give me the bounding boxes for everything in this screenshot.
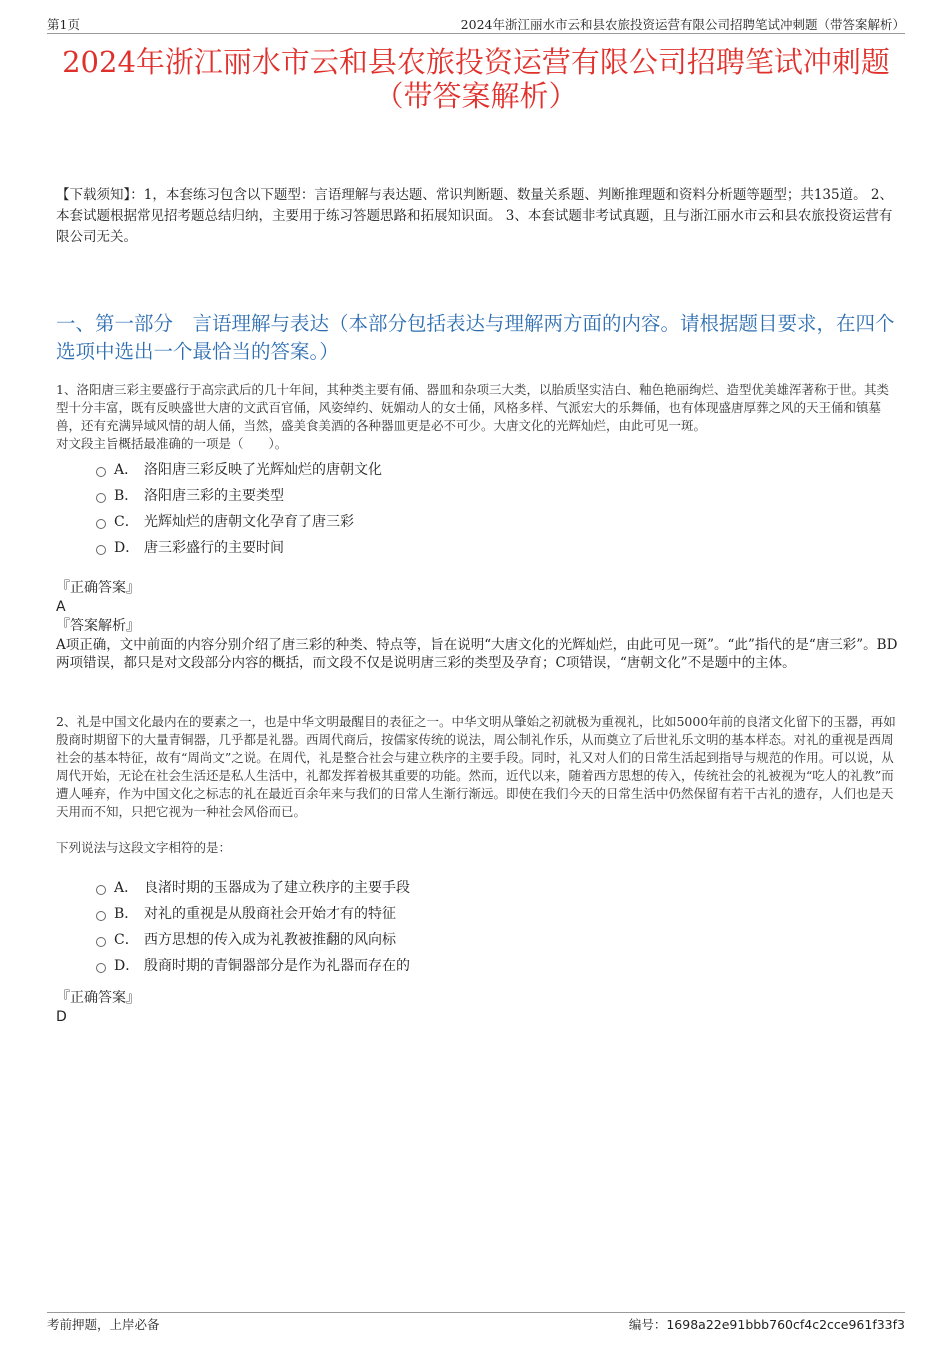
option-letter: A． xyxy=(114,880,139,896)
option-list xyxy=(56,875,898,979)
question-stem: 2、礼是中国文化最内在的要素之一，也是中华文明最醒目的表征之一。中华文明从肇始之初就极为重视礼，比如5000年前的良渚文化留下的玉器，再如殷商时期留下的大量青铜器，几乎都是礼器。西周代商后，按儒家传统的说法，周公制礼作乐，从而奠立了后世礼乐文明的基本样态。对礼的重视是西周社会的基本特征，故有“周尚文”之说。在周代，礼是整合社会与建立秩序的主要手段。同时，礼又对人们的日常生活起到指导与规范的作用。可以说，从周代开始，无论在社会生活还是私人生活中，礼都发挥着极其重要的功能。然而，近代以来，随着西方思想的传入，传统社会的礼被视为“吃人的礼教”而遭人唾弃，作为中国文化之标志的礼在最近百余年来与我们的日常人生渐行渐远。即使在我们今天的日常生活中仍然保留有若干古礼的遗存，人们也是天天用而不知，只把它视为一种社会风俗而已。 xyxy=(56,714,896,819)
radio-icon[interactable] xyxy=(96,467,106,477)
document-title: 2024年浙江丽水市云和县农旅投资运营有限公司招聘笔试冲刺题（带答案解析） xyxy=(62,45,890,113)
analysis-text: A项正确，文中前面的内容分别介绍了唐三彩的种类、特点等，旨在说明“大唐文化的光辉灿烂，由此可见一斑”。“此”指代的是“唐三彩”。BD两项错误，都只是对文段部分内容的概括，而文段不仅是说明唐三彩的类型及孕育；C项错误，“唐朝文化”不是题中的主体。 xyxy=(56,637,898,671)
radio-icon[interactable] xyxy=(96,493,106,503)
radio-icon[interactable] xyxy=(96,545,106,555)
page-number: 第1页 xyxy=(47,17,80,32)
option-letter: B． xyxy=(114,906,139,922)
radio-icon[interactable] xyxy=(96,911,106,921)
option-text: 西方思想的传入成为礼教被推翻的风向标 xyxy=(144,932,396,948)
radio-icon[interactable] xyxy=(96,963,106,973)
option-letter: C． xyxy=(114,932,139,948)
option-b[interactable] xyxy=(96,901,898,927)
answer-label: 『正确答案』 xyxy=(56,990,140,1006)
question-stem: 1、洛阳唐三彩主要盛行于高宗武后的几十年间，其种类主要有俑、器皿和杂项三大类，以胎质坚实洁白、釉色艳丽绚烂、造型优美雄浑著称于世。其类型十分丰富，既有反映盛世大唐的文武百官俑，风姿绰约、妩媚动人的女士俑，风格多样、气派宏大的乐舞俑，也有体现盛唐厚葬之风的天王俑和镇墓兽，还有充满异域风情的胡人俑，当然，盛美食美酒的各种器皿更是必不可少。大唐文化的光辉灿烂，由此可见一斑。 xyxy=(56,382,889,433)
option-text: 殷商时期的青铜器部分是作为礼器而存在的 xyxy=(144,958,410,974)
option-letter: D． xyxy=(114,958,140,974)
option-letter: D． xyxy=(114,540,140,556)
question-2 xyxy=(56,713,898,1027)
footer-code xyxy=(629,1315,905,1333)
footer-code-value: 1698a22e91bbb760cf4c2cce961f33f3 xyxy=(666,1317,905,1332)
footer-code-label: 编号： xyxy=(628,1317,667,1332)
page-footer xyxy=(47,1312,905,1333)
section-heading: 一、第一部分 言语理解与表达（本部分包括表达与理解两方面的内容。请根据题目要求，在四个选项中选出一个最恰当的答案。） xyxy=(56,312,895,363)
question-prompt: 对文段主旨概括最准确的一项是（ ）。 xyxy=(56,436,288,451)
question-prompt: 下列说法与这段文字相符的是： xyxy=(56,840,232,855)
analysis-label: 『答案解析』 xyxy=(56,618,140,634)
option-letter: A． xyxy=(114,462,139,478)
option-c[interactable] xyxy=(96,509,898,535)
header-doc-title: 2024年浙江丽水市云和县农旅投资运营有限公司招聘笔试冲刺题（带答案解析） xyxy=(460,17,905,32)
option-text: 对礼的重视是从殷商社会开始才有的特征 xyxy=(144,906,396,922)
option-c[interactable] xyxy=(96,927,898,953)
radio-icon[interactable] xyxy=(96,937,106,947)
option-text: 唐三彩盛行的主要时间 xyxy=(144,540,284,556)
radio-icon[interactable] xyxy=(96,519,106,529)
question-1 xyxy=(56,381,898,672)
option-text: 良渚时期的玉器成为了建立秩序的主要手段 xyxy=(144,880,410,896)
option-a[interactable] xyxy=(96,875,898,901)
option-b[interactable] xyxy=(96,483,898,509)
option-a[interactable] xyxy=(96,457,898,483)
radio-icon[interactable] xyxy=(96,885,106,895)
answer-value: D xyxy=(56,1009,67,1025)
option-list xyxy=(56,457,898,561)
option-text: 光辉灿烂的唐朝文化孕育了唐三彩 xyxy=(144,514,354,530)
answer-value: A xyxy=(56,599,66,615)
option-d[interactable] xyxy=(96,535,898,561)
option-letter: C． xyxy=(114,514,139,530)
option-letter: B． xyxy=(114,488,139,504)
download-notice: 【下载须知】：1，本套练习包含以下题型：言语理解与表达题、常识判断题、数量关系题、判断推理题和资料分析题等题型；共135道。 2、本套试题根据常见招考题总结归纳，主要用于练习答题思路和拓展知识面。 3、本套试题非考试真题，且与浙江丽水市云和县农旅投资运营有限公司无关。 xyxy=(56,187,893,245)
page-header xyxy=(47,13,905,34)
option-text: 洛阳唐三彩反映了光辉灿烂的唐朝文化 xyxy=(144,462,382,478)
footer-slogan: 考前押题，上岸必备 xyxy=(47,1317,160,1332)
option-text: 洛阳唐三彩的主要类型 xyxy=(144,488,284,504)
answer-label: 『正确答案』 xyxy=(56,580,140,596)
option-d[interactable] xyxy=(96,953,898,979)
